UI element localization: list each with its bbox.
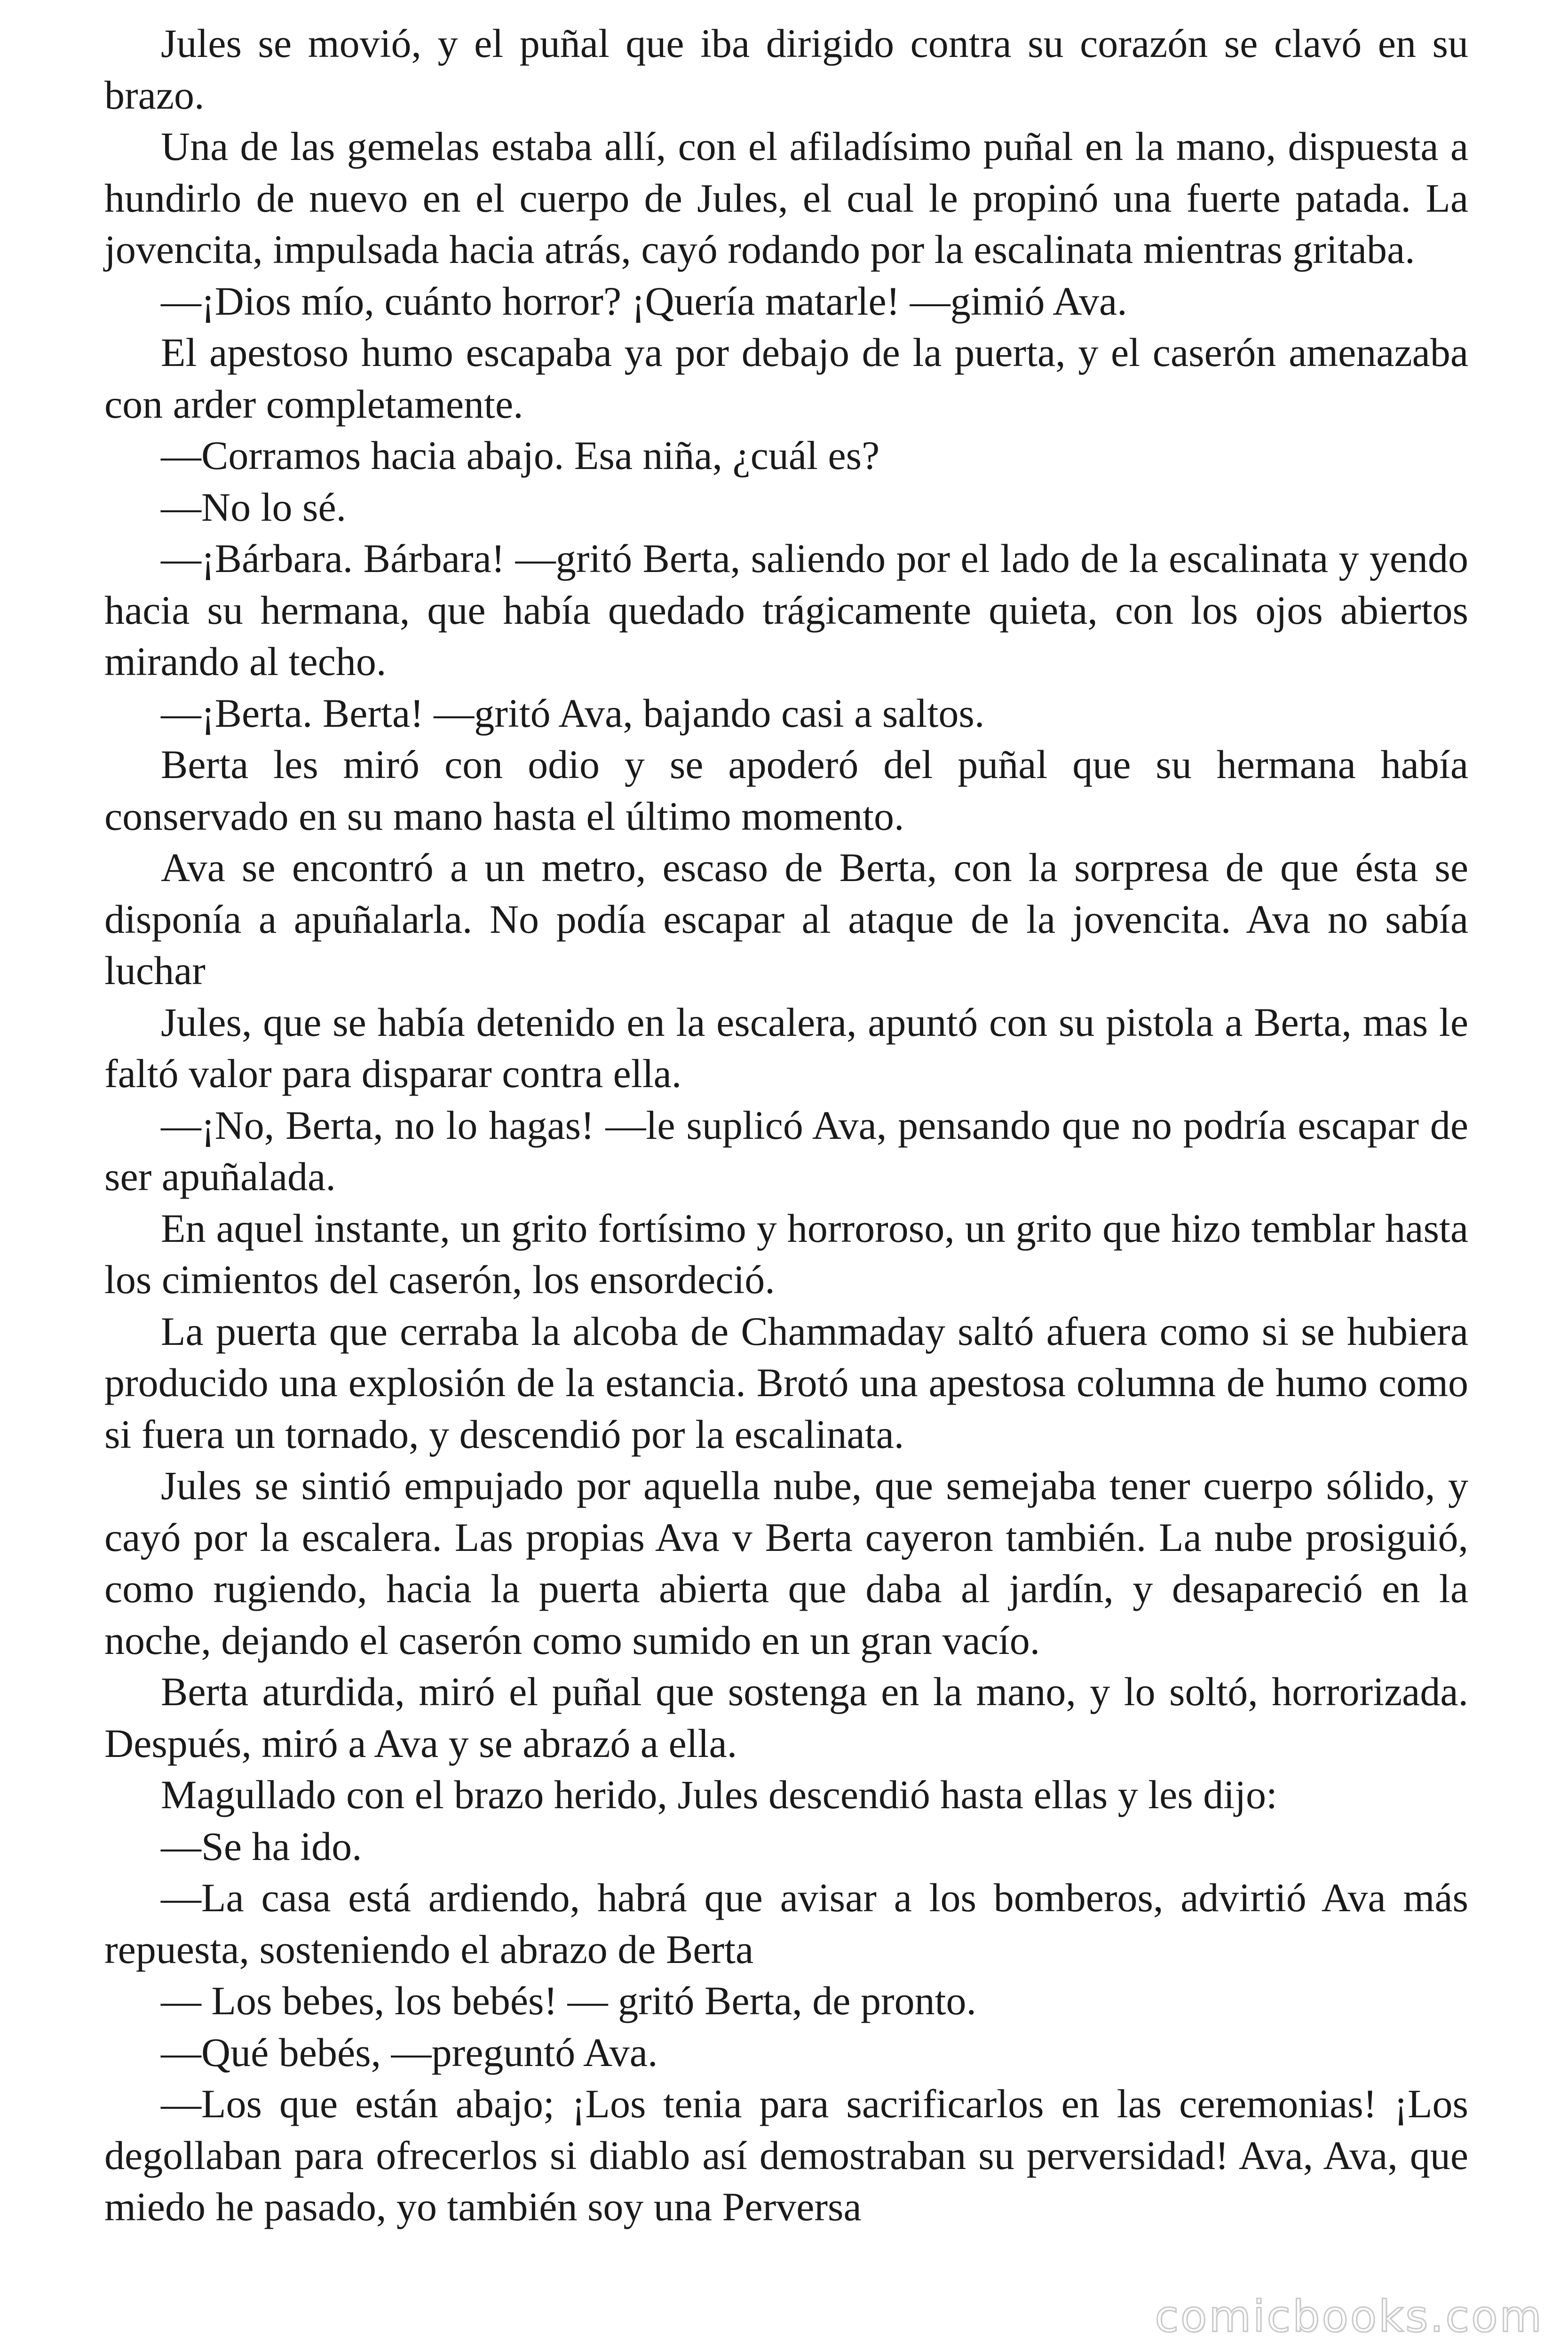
paragraph-22: —Los que están abajo; ¡Los tenia para sacrificarlos en las ceremonias! ¡Los degollaban para ofrecerlos si diablo así demostraban su perversidad! Ava, Ava, que miedo he pasado, yo también soy una Perversa bbox=[104, 2081, 1468, 2229]
paragraph-10: Ava se encontró a un metro, escaso de Berta, con la sorpresa de que ésta se disponía a apuñalarla. No podía escapar al ataque de la jovencita. Ava no sabía luchar bbox=[104, 845, 1468, 993]
paragraph-21: —Qué bebés, —preguntó Ava. bbox=[161, 2029, 658, 2075]
watermark: comicbooks.com bbox=[1155, 2291, 1544, 2342]
paragraph-7: —¡Bárbara. Bárbara! —gritó Berta, saliendo por el lado de la escalinata y yendo hacia su hermana, que había quedado trágicamente quieta, con los ojos abiertos mirando al techo. bbox=[104, 536, 1468, 684]
text-column bbox=[104, 18, 1468, 2233]
paragraph-11: Jules, que se había detenido en la escalera, apuntó con su pistola a Berta, mas le faltó valor para disparar contra ella. bbox=[104, 999, 1468, 1096]
paragraph-12: —¡No, Berta, no lo hagas! —le suplicó Ava, pensando que no podría escapar de ser apuñalada. bbox=[104, 1102, 1468, 1199]
paragraph-16: Berta aturdida, miró el puñal que sostenga en la mano, y lo soltó, horrorizada. Después, miró a Ava y se abrazó a ella. bbox=[104, 1669, 1468, 1766]
paragraph-3: —¡Dios mío, cuánto horror? ¡Quería matarle! —gimió Ava. bbox=[161, 278, 1127, 324]
paragraph-1: Jules se movió, y el puñal que iba dirigido contra su corazón se clavó en su brazo. bbox=[104, 21, 1468, 118]
paragraph-13: En aquel instante, un grito fortísimo y horroroso, un grito que hizo temblar hasta los cimientos del caserón, los ensordeció. bbox=[104, 1205, 1468, 1302]
paragraph-9: Berta les miró con odio y se apoderó del puñal que su hermana había conservado en su mano hasta el último momento. bbox=[104, 742, 1468, 839]
paragraph-8: —¡Berta. Berta! —gritó Ava, bajando casi a saltos. bbox=[161, 690, 985, 736]
paragraph-14: La puerta que cerraba la alcoba de Chammaday saltó afuera como si se hubiera producido una explosión de la estancia. Brotó una apestosa columna de humo como si fuera un tornado, y descendió por la escalinata. bbox=[104, 1308, 1468, 1457]
paragraph-15: Jules se sintió empujado por aquella nube, que semejaba tener cuerpo sólido, y cayó por la escalera. Las propias Ava v Berta cayeron también. La nube prosiguió, como rugiendo, hacia la puerta abierta que daba al jardín, y desapareció en la noche, dejando el caserón como sumido en un gran vacío. bbox=[104, 1463, 1468, 1663]
paragraph-17: Magullado con el brazo herido, Jules descendió hasta ellas y les dijo: bbox=[161, 1772, 1277, 1817]
paragraph-20: — Los bebes, los bebés! — gritó Berta, de pronto. bbox=[161, 1978, 976, 2023]
paragraph-2: Una de las gemelas estaba allí, con el afiladísimo puñal en la mano, dispuesta a hundirlo de nuevo en el cuerpo de Jules, el cual le propinó una fuerte patada. La jovencita, impulsada hacia atrás, cayó rodando por la escalinata mientras gritaba. bbox=[104, 124, 1468, 272]
paragraph-5: —Corramos hacia abajo. Esa niña, ¿cuál es? bbox=[161, 433, 880, 478]
paragraph-4: El apestoso humo escapaba ya por debajo de la puerta, y el caserón amenazaba con arder completamente. bbox=[104, 330, 1468, 427]
paragraph-6: —No lo sé. bbox=[161, 484, 347, 530]
paragraph-18: —Se ha ido. bbox=[161, 1823, 362, 1869]
paragraph-19: —La casa está ardiendo, habrá que avisar a los bomberos, advirtió Ava más repuesta, sosteniendo el abrazo de Berta bbox=[104, 1875, 1468, 1972]
